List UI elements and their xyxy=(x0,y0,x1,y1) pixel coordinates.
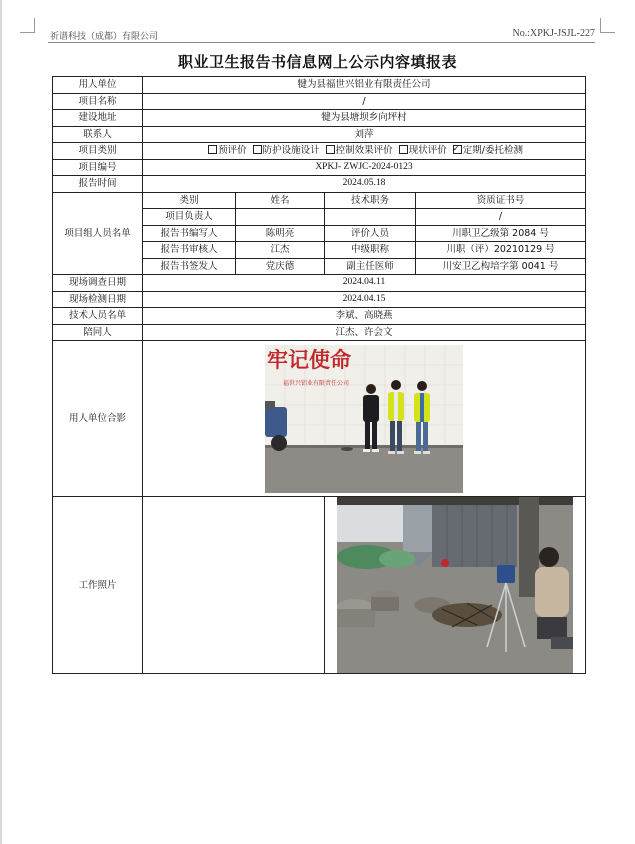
survey-date-value: 2024.04.11 xyxy=(143,275,586,292)
crop-mark-top-left xyxy=(20,18,35,33)
crop-mark-top-right xyxy=(600,18,615,33)
team-header-name: 姓名 xyxy=(236,192,325,209)
company-sign: 福世兴铝业有限责任公司 xyxy=(283,379,350,387)
option-label-periodic-testing: 定期/委托检测 xyxy=(462,145,523,157)
employer-label: 用人单位 xyxy=(53,77,143,94)
row-report-date xyxy=(53,176,586,193)
team-title: 副主任医师 xyxy=(325,258,416,275)
team-category: 报告书签发人 xyxy=(143,258,236,275)
team-cert: 川职卫乙级第 2084 号 xyxy=(416,225,586,242)
test-date-label: 现场检测日期 xyxy=(53,291,143,308)
team-name: 陈明亮 xyxy=(236,225,325,242)
team-title: 评价人员 xyxy=(325,225,416,242)
work-photo-cell-left xyxy=(143,497,325,674)
contact-label: 联系人 xyxy=(53,126,143,143)
team-cert: 川职（评）20210129 号 xyxy=(416,242,586,259)
report-date-value: 2024.05.18 xyxy=(143,176,586,193)
team-header-title: 技术职务 xyxy=(325,192,416,209)
option-label-protection-design: 防护设施设计 xyxy=(262,145,320,157)
escort-label: 陪同人 xyxy=(53,324,143,341)
page-title: 职业卫生报告书信息网上公示内容填报表 xyxy=(177,53,457,71)
option-label-pre-assessment: 预评价 xyxy=(218,145,247,157)
project-type-options xyxy=(143,143,586,160)
header-doc-number: No.:XPKJ-JSJL-227 xyxy=(512,28,595,39)
project-type-label: 项目类别 xyxy=(53,143,143,160)
team-header-category: 类别 xyxy=(143,192,236,209)
option-label-control-effect: 控制效果评价 xyxy=(335,145,393,157)
row-project-type xyxy=(53,143,586,160)
checkbox-control-effect xyxy=(326,145,335,154)
technicians-label: 技术人员名单 xyxy=(53,308,143,325)
row-escort xyxy=(53,324,586,341)
row-test-date xyxy=(53,291,586,308)
row-contact xyxy=(53,126,586,143)
work-photo-cell-right xyxy=(325,497,586,674)
option-label-status-assessment: 现状评价 xyxy=(408,145,447,157)
page-edge xyxy=(0,0,2,844)
row-employer xyxy=(53,77,586,94)
team-cert: / xyxy=(416,209,586,226)
survey-date-label: 现场调查日期 xyxy=(53,275,143,292)
work-photos-label: 工作照片 xyxy=(53,497,143,674)
checkbox-periodic-testing xyxy=(453,145,462,154)
project-no-label: 项目编号 xyxy=(53,159,143,176)
team-label: 项目组人员名单 xyxy=(53,192,143,275)
team-category: 项目负责人 xyxy=(143,209,236,226)
team-category: 报告书审核人 xyxy=(143,242,236,259)
test-date-value: 2024.04.15 xyxy=(143,291,586,308)
banner-slogan: 牢记使命 xyxy=(267,347,351,372)
team-title xyxy=(325,209,416,226)
checkbox-status-assessment xyxy=(399,145,408,154)
address-value: 犍为县塘坝乡向坪村 xyxy=(143,110,586,127)
disclosure-form-table xyxy=(52,76,586,674)
team-name: 党庆德 xyxy=(236,258,325,275)
row-team-header xyxy=(53,192,586,209)
report-date-label: 报告时间 xyxy=(53,176,143,193)
project-name-value: / xyxy=(143,93,586,110)
group-photo xyxy=(265,345,463,493)
row-technicians xyxy=(53,308,586,325)
team-cert: 川安卫乙构培字第 0041 号 xyxy=(416,258,586,275)
checkbox-protection-design xyxy=(253,145,262,154)
address-label: 建设地址 xyxy=(53,110,143,127)
team-category: 报告书编写人 xyxy=(143,225,236,242)
team-header-cert: 资质证书号 xyxy=(416,192,586,209)
project-no-value: XPKJ- ZWJC-2024-0123 xyxy=(143,159,586,176)
team-name xyxy=(236,209,325,226)
contact-value: 刘萍 xyxy=(143,126,586,143)
row-group-photo xyxy=(53,341,586,497)
row-project-no xyxy=(53,159,586,176)
header-company: 祈谱科技（成都）有限公司 xyxy=(50,32,159,42)
checkbox-pre-assessment xyxy=(208,145,217,154)
row-survey-date xyxy=(53,275,586,292)
work-photo xyxy=(337,497,573,673)
group-photo-cell xyxy=(143,341,586,497)
team-name: 江杰 xyxy=(236,242,325,259)
technicians-value: 李斌、高晓燕 xyxy=(143,308,586,325)
project-name-label: 项目名称 xyxy=(53,93,143,110)
escort-value: 江杰、许会文 xyxy=(143,324,586,341)
row-work-photos xyxy=(53,497,586,674)
employer-value: 犍为县福世兴铝业有限责任公司 xyxy=(143,77,586,94)
team-title: 中级职称 xyxy=(325,242,416,259)
row-address xyxy=(53,110,586,127)
header-rule xyxy=(48,42,595,43)
row-project-name xyxy=(53,93,586,110)
group-photo-label: 用人单位合影 xyxy=(53,341,143,497)
